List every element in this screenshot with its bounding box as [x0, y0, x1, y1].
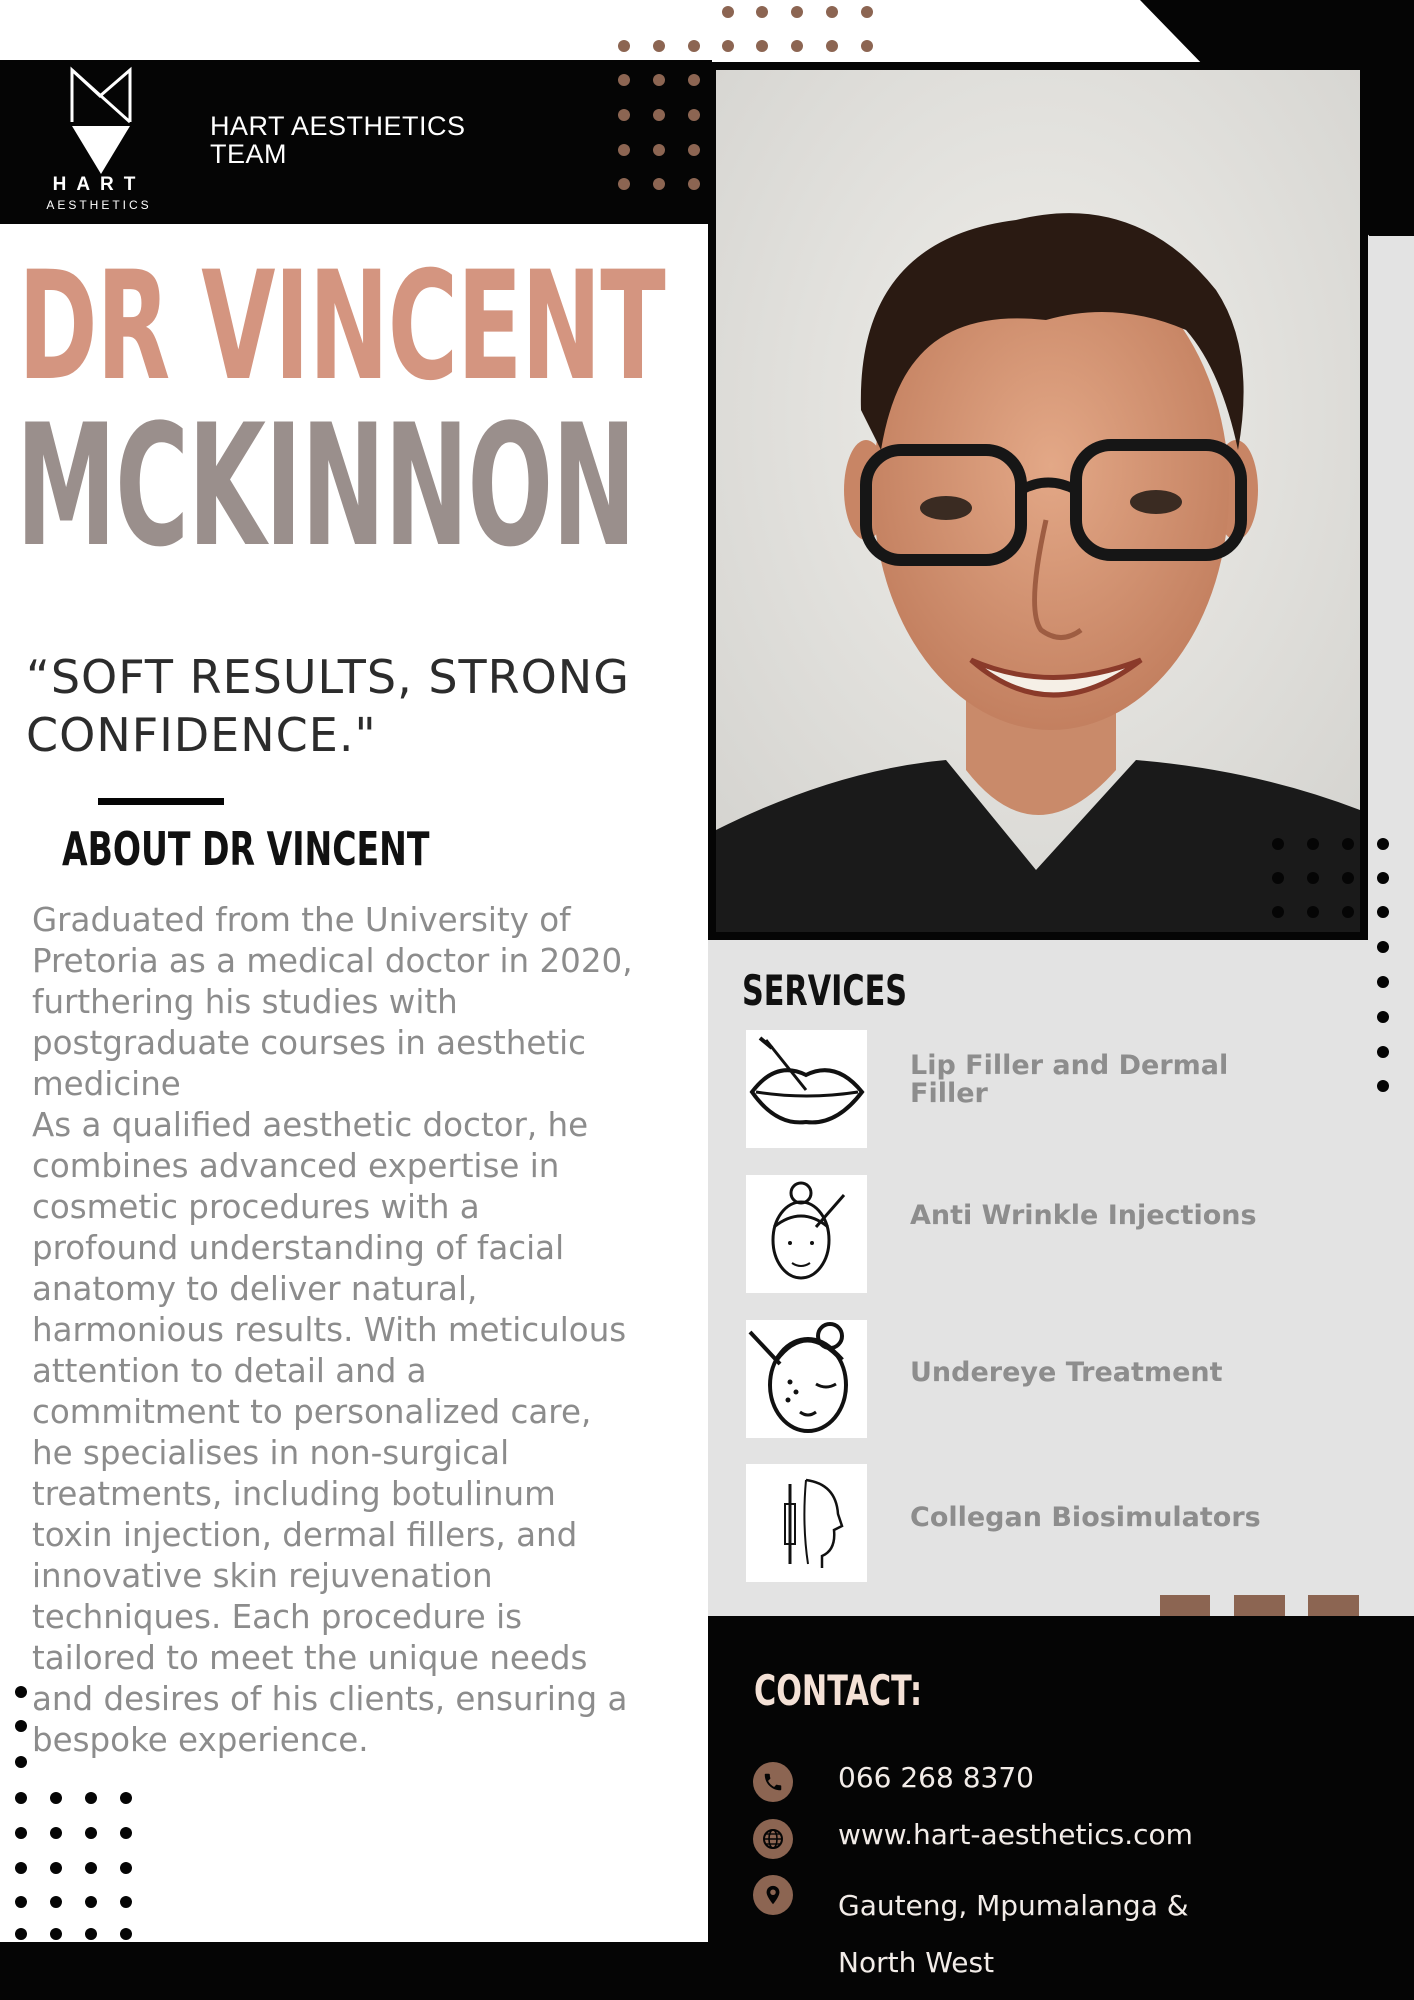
- lip-filler-icon: [746, 1030, 867, 1148]
- quote-line-2: CONFIDENCE.": [26, 708, 377, 762]
- about-line: cosmetic procedures with a: [32, 1188, 480, 1226]
- about-line: anatomy to deliver natural,: [32, 1270, 478, 1308]
- logo-sub: AESTHETICS: [46, 198, 152, 212]
- about-line: techniques. Each procedure is: [32, 1598, 523, 1636]
- quote: [26, 648, 630, 764]
- logo-mark-icon: [40, 66, 158, 178]
- about-line: profound understanding of facial: [32, 1229, 565, 1267]
- header-line-2: TEAM: [210, 139, 288, 169]
- phone-icon: [753, 1762, 793, 1802]
- doctor-last-name: MCKINNON: [16, 388, 636, 584]
- contact-title: CONTACT:: [754, 1666, 923, 1715]
- about-line: combines advanced expertise in: [32, 1147, 560, 1185]
- header-line-1: HART AESTHETICS: [210, 111, 466, 141]
- website-link[interactable]: www.hart-aesthetics.com: [838, 1818, 1193, 1851]
- undereye-icon: [746, 1320, 867, 1438]
- service-label-1: [910, 1052, 1228, 1108]
- about-line: and desires of his clients, ensuring a: [32, 1680, 628, 1718]
- about-line: harmonious results. With meticulous: [32, 1311, 627, 1349]
- about-line: Pretoria as a medical doctor in 2020,: [32, 942, 633, 980]
- location-line-2: North West: [838, 1946, 995, 1979]
- doctor-photo: [716, 70, 1360, 932]
- about-line: bespoke experience.: [32, 1721, 369, 1759]
- service-1-line-1: Lip Filler and Dermal: [910, 1050, 1229, 1081]
- about-line: treatments, including botulinum: [32, 1475, 556, 1513]
- location-line-1: Gauteng, Mpumalanga &: [838, 1889, 1189, 1922]
- about-line: furthering his studies with: [32, 983, 458, 1021]
- service-3-line-1: Undereye Treatment: [910, 1357, 1223, 1388]
- location-text: [838, 1877, 1189, 1991]
- anti-wrinkle-icon: [746, 1175, 867, 1293]
- logo: [40, 66, 158, 216]
- dot-grid-left: [0, 1680, 140, 1940]
- about-line: toxin injection, dermal fillers, and: [32, 1516, 578, 1554]
- about-line: medicine: [32, 1065, 181, 1103]
- logo-word: HART: [52, 174, 146, 195]
- about-line: innovative skin rejuvenation: [32, 1557, 493, 1595]
- about-line: tailored to meet the unique needs: [32, 1639, 588, 1677]
- about-line: Graduated from the University of: [32, 901, 571, 939]
- service-label-4: [910, 1504, 1261, 1532]
- about-line: he specialises in non-surgical: [32, 1434, 510, 1472]
- about-line: As a qualified aesthetic doctor, he: [32, 1106, 589, 1144]
- biosimulator-icon: [746, 1464, 867, 1582]
- phone-number[interactable]: 066 268 8370: [838, 1761, 1034, 1794]
- service-label-3: [910, 1359, 1223, 1387]
- header-team-title: [210, 112, 466, 168]
- service-4-line-1: Collegan Biosimulators: [910, 1502, 1261, 1533]
- about-title: ABOUT DR VINCENT: [62, 822, 430, 876]
- service-label-2: [910, 1202, 1257, 1230]
- quote-line-1: “SOFT RESULTS, STRONG: [26, 650, 630, 704]
- service-1-line-2: Filler: [910, 1078, 988, 1109]
- services-title: SERVICES: [742, 966, 908, 1015]
- doctor-first-name: DR VINCENT: [18, 240, 665, 414]
- about-text: [32, 900, 712, 1761]
- globe-icon: [753, 1819, 793, 1859]
- location-pin-icon: [753, 1875, 793, 1915]
- about-line: attention to detail and a: [32, 1352, 427, 1390]
- service-2-line-1: Anti Wrinkle Injections: [910, 1200, 1257, 1231]
- about-divider: [98, 798, 224, 805]
- footer-bar: [0, 1942, 1414, 2000]
- about-line: commitment to personalized care,: [32, 1393, 592, 1431]
- doctor-portrait-image: [716, 70, 1360, 932]
- about-line: postgraduate courses in aesthetic: [32, 1024, 586, 1062]
